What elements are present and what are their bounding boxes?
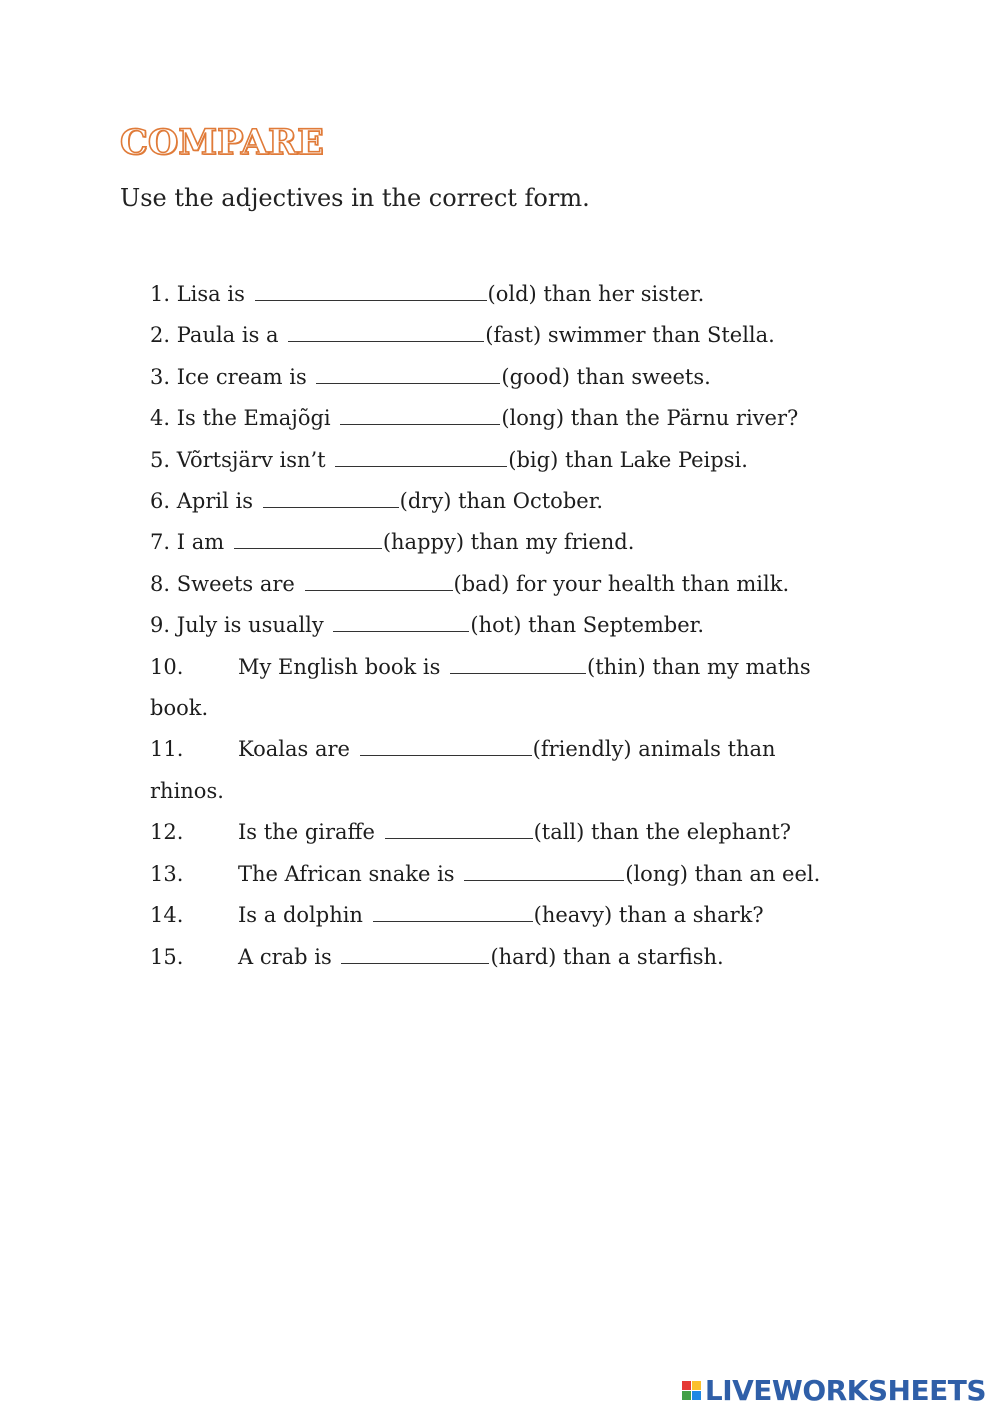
item-number: 9. — [150, 613, 171, 638]
sentence-continuation: rhinos. — [150, 778, 224, 803]
sentence-end: (tall) than the elephant? — [533, 820, 792, 845]
sentence-start: Võrtsjärv isn’t — [176, 447, 333, 472]
list-item — [150, 605, 870, 646]
sentence-start: The African snake is — [238, 861, 462, 886]
list-item — [150, 274, 870, 315]
list-item — [150, 895, 870, 936]
sentence-continuation: book. — [150, 696, 209, 721]
item-number: 14. — [150, 903, 184, 928]
answer-blank[interactable] — [450, 653, 586, 674]
list-item — [150, 481, 870, 522]
item-number: 15. — [150, 944, 184, 969]
answer-blank[interactable] — [333, 611, 469, 632]
exercise-list — [150, 274, 870, 978]
sentence-start: A crab is — [238, 944, 339, 969]
list-item-continuation — [150, 688, 870, 729]
sentence-start: July is usually — [176, 613, 331, 638]
sentence-start: Sweets are — [176, 571, 302, 596]
list-item — [150, 812, 870, 853]
sentence-start: Koalas are — [238, 737, 357, 762]
sentence-start: I am — [176, 530, 231, 555]
sentence-end: (hot) than September. — [470, 613, 705, 638]
sentence-end: (happy) than my friend. — [382, 530, 635, 555]
list-item — [150, 398, 870, 439]
answer-blank[interactable] — [360, 735, 532, 756]
sentence-end: (long) than the Pärnu river? — [501, 406, 799, 431]
list-item — [150, 647, 870, 688]
sentence-end: (long) than an eel. — [625, 861, 821, 886]
answer-blank[interactable] — [255, 280, 487, 301]
sentence-start: Is a dolphin — [238, 903, 370, 928]
answer-blank[interactable] — [288, 321, 484, 342]
answer-blank[interactable] — [234, 528, 382, 549]
sentence-end: (thin) than my maths — [587, 654, 811, 679]
list-item — [150, 854, 870, 895]
instruction-text: Use the adjectives in the correct form. — [120, 184, 590, 212]
list-item — [150, 522, 870, 563]
sentence-start: Is the Emajõgi — [176, 406, 338, 431]
item-number: 6. — [150, 489, 171, 514]
item-number: 8. — [150, 571, 171, 596]
logo-mark-icon — [682, 1381, 701, 1400]
sentence-end: (good) than sweets. — [501, 364, 711, 389]
item-number: 4. — [150, 406, 171, 431]
sentence-end: (friendly) animals than — [532, 737, 776, 762]
list-item — [150, 315, 870, 356]
sentence-end: (heavy) than a shark? — [533, 903, 764, 928]
list-item-continuation — [150, 771, 870, 812]
answer-blank[interactable] — [341, 943, 489, 964]
sentence-start: My English book is — [238, 654, 448, 679]
item-number: 12. — [150, 820, 184, 845]
answer-blank[interactable] — [385, 818, 533, 839]
list-item — [150, 729, 870, 770]
liveworksheets-logo — [682, 1374, 986, 1407]
sentence-end: (dry) than October. — [399, 489, 604, 514]
answer-blank[interactable] — [316, 363, 500, 384]
sentence-end: (old) than her sister. — [487, 282, 705, 306]
answer-blank[interactable] — [305, 570, 453, 591]
item-number: 11. — [150, 737, 184, 762]
item-number: 3. — [150, 364, 171, 389]
sentence-end: (bad) for your health than milk. — [453, 571, 790, 596]
sentence-start: Is the giraffe — [238, 820, 382, 845]
logo-text: LIVEWORKSHEETS — [704, 1374, 986, 1407]
item-number: 1. — [150, 282, 171, 306]
list-item — [150, 564, 870, 605]
list-item — [150, 357, 870, 398]
sentence-start: Paula is a — [176, 323, 286, 348]
answer-blank[interactable] — [340, 404, 500, 425]
answer-blank[interactable] — [464, 860, 624, 881]
sentence-end: (fast) swimmer than Stella. — [485, 323, 775, 348]
sentence-end: (big) than Lake Peipsi. — [508, 447, 748, 472]
answer-blank[interactable] — [335, 446, 507, 467]
answer-blank[interactable] — [373, 901, 533, 922]
sentence-start: April is — [176, 489, 260, 514]
sentence-end: (hard) than a starfish. — [490, 944, 724, 969]
item-number: 13. — [150, 861, 184, 886]
item-number: 7. — [150, 530, 171, 555]
sentence-start: Lisa is — [176, 282, 252, 306]
item-number: 5. — [150, 447, 171, 472]
list-item — [150, 937, 870, 978]
item-number: 10. — [150, 654, 184, 679]
worksheet-title: COMPARE — [120, 122, 324, 163]
answer-blank[interactable] — [263, 487, 399, 508]
sentence-start: Ice cream is — [176, 364, 314, 389]
list-item — [150, 440, 870, 481]
item-number: 2. — [150, 323, 171, 348]
